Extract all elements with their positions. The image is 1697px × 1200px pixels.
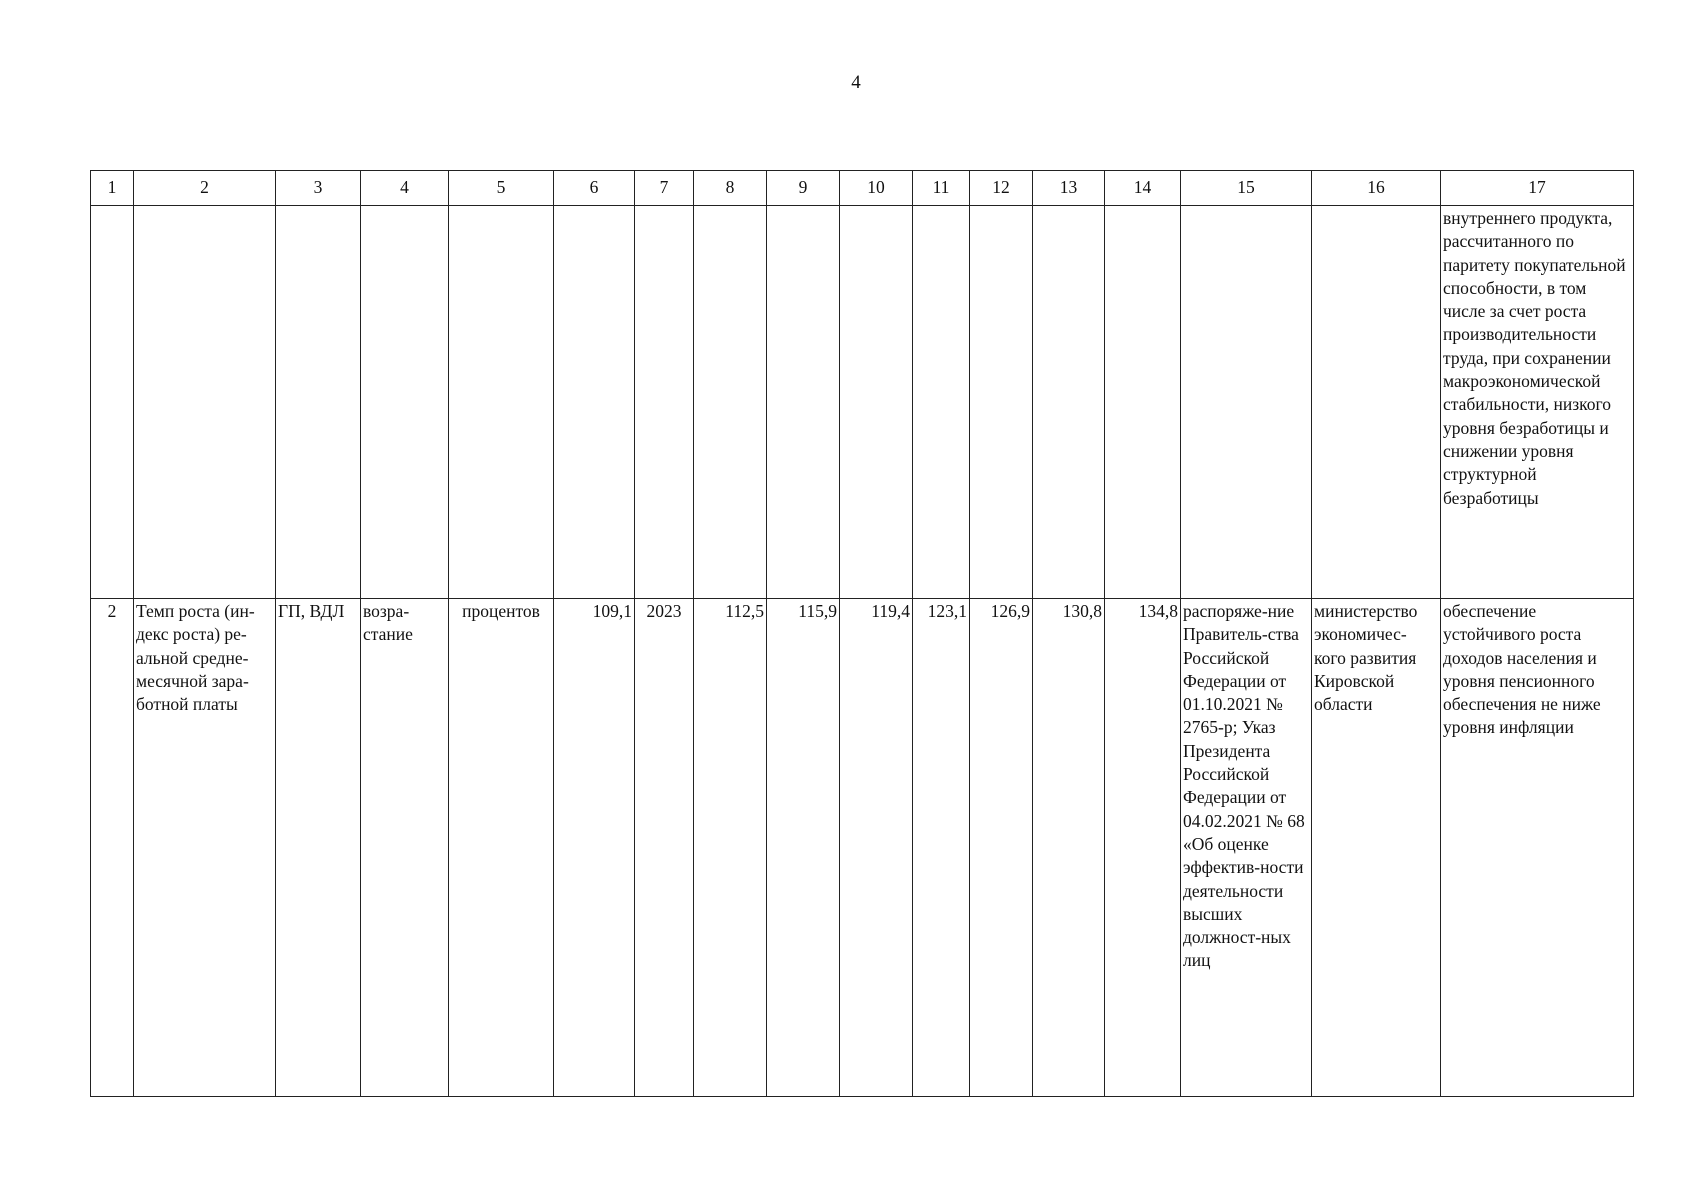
- value-cell-14: 134,8: [1105, 599, 1181, 1097]
- value-cell-10: 119,4: [840, 599, 913, 1097]
- table-cell: [840, 206, 913, 599]
- column-header-12: 12: [970, 171, 1033, 206]
- table-cell: [1181, 206, 1312, 599]
- column-header-7: 7: [635, 171, 694, 206]
- value-cell-11: 123,1: [913, 599, 970, 1097]
- table-row-continued: [91, 206, 1634, 599]
- column-header-16: 16: [1312, 171, 1441, 206]
- indicator-name-cell: Темп роста (ин-декс роста) ре-альной средне-месячной зара-ботной платы: [134, 599, 276, 1097]
- column-header-10: 10: [840, 171, 913, 206]
- base-year-cell: 2023: [635, 599, 694, 1097]
- column-header-2: 2: [134, 171, 276, 206]
- base-value-cell: 109,1: [554, 599, 635, 1097]
- table-cell: [1033, 206, 1105, 599]
- column-header-8: 8: [694, 171, 767, 206]
- goal-cell: обеспечение устойчивого роста доходов населения и уровня пенсионного обеспечения не ниже уровня инфляции: [1441, 599, 1634, 1097]
- column-header-14: 14: [1105, 171, 1181, 206]
- table-cell: [635, 206, 694, 599]
- column-header-11: 11: [913, 171, 970, 206]
- table-cell: [767, 206, 840, 599]
- column-header-13: 13: [1033, 171, 1105, 206]
- document-cell: распоряже-ние Правитель-ства Российской Федерации от 01.10.2021 № 2765-р; Указ Президента Российской Федерации от 04.02.2021 № 68 «Об оценке эффектив-ности деятельности высших должност-ных лиц: [1181, 599, 1312, 1097]
- table-cell: [554, 206, 635, 599]
- table-cell: [694, 206, 767, 599]
- direction-cell: возра-стание: [361, 599, 449, 1097]
- table-cell: [913, 206, 970, 599]
- indicator-type-cell: ГП, ВДЛ: [276, 599, 361, 1097]
- unit-cell: процентов: [449, 599, 554, 1097]
- column-header-9: 9: [767, 171, 840, 206]
- responsible-cell: министерство экономичес-кого развития Кировской области: [1312, 599, 1441, 1097]
- page-number: 4: [851, 72, 861, 93]
- value-cell-13: 130,8: [1033, 599, 1105, 1097]
- value-cell-9: 115,9: [767, 599, 840, 1097]
- column-header-3: 3: [276, 171, 361, 206]
- goal-continuation-cell: внутреннего продукта, рассчитанного по паритету покупательной способности, в том числе за счет роста производительности труда, при сохранении макроэкономической стабильности, низкого уровня безработицы и снижении уровня структурной безработицы: [1441, 206, 1634, 599]
- table-cell: [1105, 206, 1181, 599]
- value-cell-8: 112,5: [694, 599, 767, 1097]
- table-cell: [449, 206, 554, 599]
- column-header-1: 1: [91, 171, 134, 206]
- value-cell-12: 126,9: [970, 599, 1033, 1097]
- column-header-17: 17: [1441, 171, 1634, 206]
- table-cell: [970, 206, 1033, 599]
- column-number-row: [91, 171, 1634, 206]
- column-header-15: 15: [1181, 171, 1312, 206]
- column-header-5: 5: [449, 171, 554, 206]
- column-header-6: 6: [554, 171, 635, 206]
- table-cell: [134, 206, 276, 599]
- row-number-cell: 2: [91, 599, 134, 1097]
- table-cell: [276, 206, 361, 599]
- indicators-table: [90, 170, 1634, 1097]
- table-cell: [1312, 206, 1441, 599]
- table-cell: [91, 206, 134, 599]
- table-row-indicator-2: [91, 599, 1634, 1097]
- table-cell: [361, 206, 449, 599]
- column-header-4: 4: [361, 171, 449, 206]
